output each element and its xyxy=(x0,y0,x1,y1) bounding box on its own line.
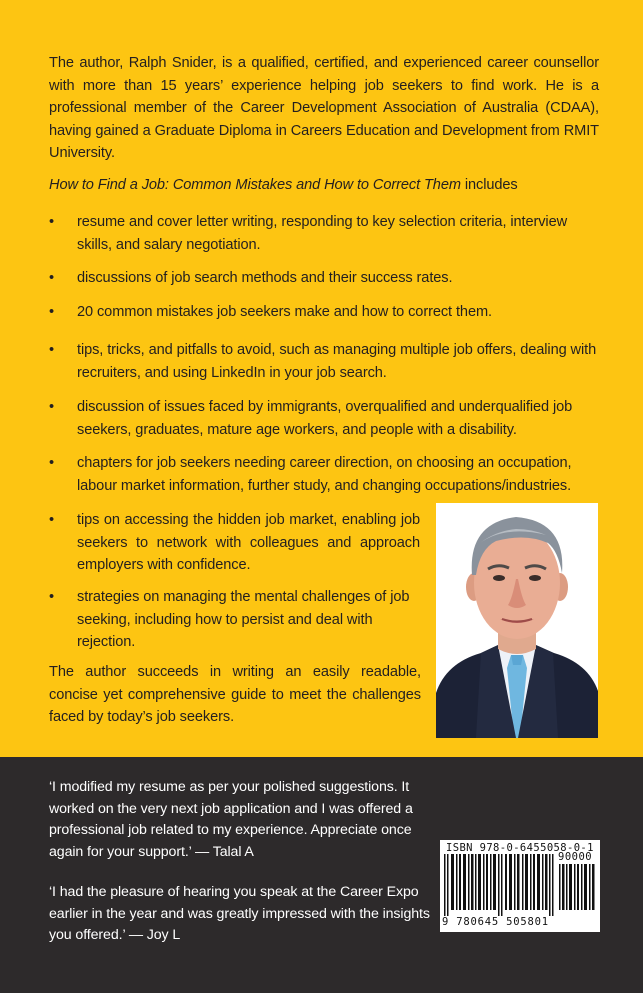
author-bio: The author, Ralph Snider, is a qualified, certified, and experienced career counsellor with more than 15 years’ experience helping job seekers to find work. He is a professional member of the Career Development Association of Australia (CDAA), having gained a Graduate Diploma in Careers Education and Development from RMIT University. xyxy=(49,55,599,161)
list-item-text: strategies on managing the mental challenges of job seeking, including how to persist and deal with rejection. xyxy=(77,589,410,650)
ean-barcode-bars xyxy=(442,854,556,916)
bullet-symbol: • xyxy=(49,342,55,358)
bullet-symbol: • xyxy=(49,455,55,471)
list-item-text: tips, tricks, and pitfalls to avoid, such as managing multiple job offers, dealing with recruiters, and using LinkedIn in your job search. xyxy=(77,342,597,381)
closing-paragraph: The author succeeds in writing an easily readable, concise yet comprehensive guide to meet the challenges faced by today’s job seekers. xyxy=(49,664,421,725)
includes-heading xyxy=(49,174,609,197)
testimonial-quote: ‘I had the pleasure of hearing you speak at the Career Expo earlier in the year and was greatly impressed with the insights you offered.’ — Joy L xyxy=(49,884,430,943)
bullet-symbol: • xyxy=(49,304,55,320)
list-item-text: chapters for job seekers needing career direction, on choosing an occupation, labour market information, further study, and changing occupations/industries. xyxy=(77,455,572,494)
list-item-text: resume and cover letter writing, responding to key selection criteria, interview skills, and salary negotiation. xyxy=(77,214,568,253)
addon-barcode-bars xyxy=(558,864,598,910)
addon-code: 90000 xyxy=(558,851,593,863)
book-title: How to Find a Job: Common Mistakes and How to Correct Them xyxy=(49,177,461,193)
includes-suffix: includes xyxy=(460,177,518,193)
list-item-text: discussions of job search methods and their success rates. xyxy=(77,270,453,286)
isbn-label: ISBN 978-0-6455058-0-1 xyxy=(446,842,594,854)
bullet-symbol: • xyxy=(49,512,55,528)
isbn-barcode xyxy=(440,840,600,932)
bullet-symbol: • xyxy=(49,399,55,415)
list-item-text: discussion of issues faced by immigrants, overqualified and underqualified job seekers, graduates, mature age workers, and people with a disability. xyxy=(77,399,573,438)
bullet-symbol: • xyxy=(49,270,55,286)
author-portrait xyxy=(436,503,598,738)
bullet-symbol: • xyxy=(49,214,55,230)
list-item-text: 20 common mistakes job seekers make and how to correct them. xyxy=(77,304,492,320)
list-item-text: tips on accessing the hidden job market, enabling job seekers to network with colleagues and approach employers with confidence. xyxy=(77,512,420,573)
ean-digits: 9 780645 505801 xyxy=(442,916,549,928)
testimonial-quote: ‘I modified my resume as per your polished suggestions. It worked on the very next job application and I was offered a professional job related to my experience. Appreciate once again for your support.’ — Talal A xyxy=(49,779,413,860)
bullet-symbol: • xyxy=(49,589,55,605)
